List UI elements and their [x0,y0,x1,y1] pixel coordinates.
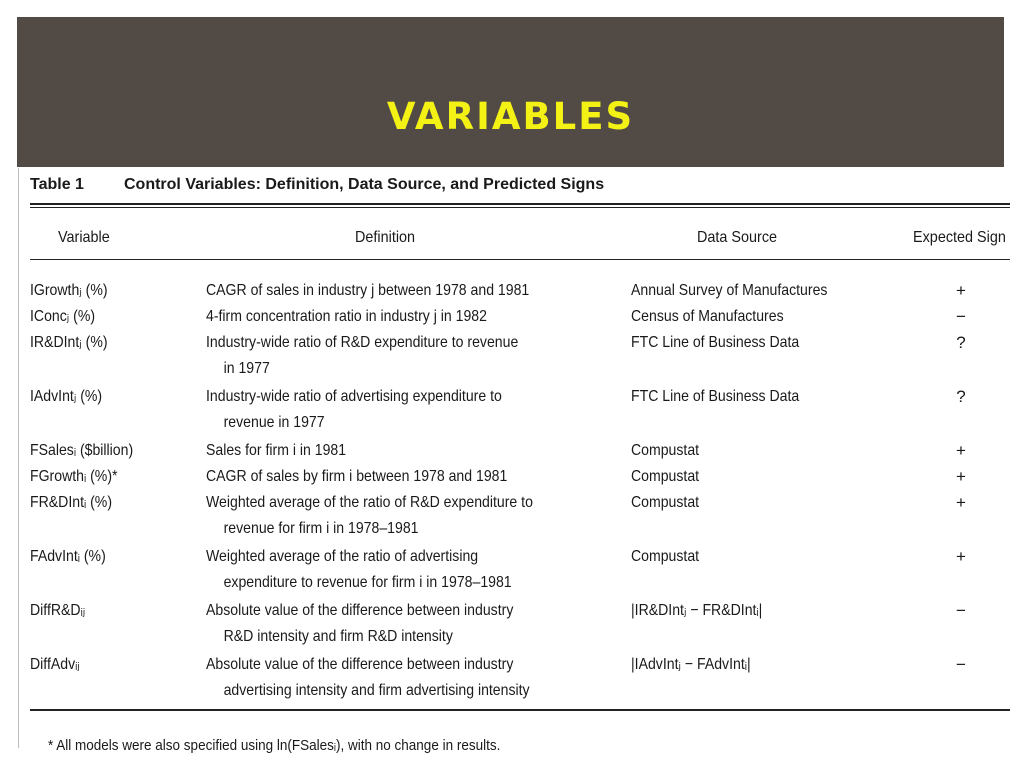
title-bar [17,17,1004,167]
top-rule-thin [30,207,1010,208]
table-label: Table 1 [30,176,84,193]
cell-sign: + [956,547,966,566]
slide-title: VARIABLES [386,95,635,138]
cell-variable: FR&DIntᵢ (%) [30,494,113,511]
definition-line-1: Weighted average of the ratio of advertising [206,548,479,565]
definition-line-1: Absolute value of the difference between industry [206,656,514,673]
header-variable: Variable [58,229,110,246]
cell-definition [206,304,487,330]
definition-line-1: Absolute value of the difference between industry [206,602,514,619]
definition-line-1: Sales for firm i in 1981 [206,442,347,459]
cell-sign: − [956,601,966,620]
cell-sign: + [956,441,966,460]
left-border [18,168,19,748]
cell-source: Compustat [631,468,700,485]
definition-line-1: CAGR of sales by firm i between 1978 and 1981 [206,468,508,485]
cell-definition [206,652,530,704]
header-definition: Definition [355,229,416,246]
cell-variable: IR&DIntⱼ (%) [30,334,108,351]
cell-definition [206,278,529,304]
definition-line-2: revenue in 1977 [223,414,325,431]
cell-source: FTC Line of Business Data [631,388,800,405]
top-rule [30,203,1010,205]
cell-variable: IGrowthⱼ (%) [30,282,108,299]
cell-definition [206,438,346,464]
footnote: * All models were also specified using ln(FSalesᵢ), with no change in results. [48,737,501,754]
bottom-rule [30,709,1010,711]
cell-sign: − [956,655,966,674]
definition-line-1: CAGR of sales in industry j between 1978 and 1981 [206,282,530,299]
cell-variable: IAdvIntⱼ (%) [30,388,103,405]
cell-source: |IAdvIntⱼ − FAdvIntᵢ| [631,656,751,673]
cell-source: |IR&DIntⱼ − FR&DIntᵢ| [631,602,763,619]
definition-line-2: advertising intensity and firm advertising intensity [223,682,530,699]
definition-line-2: expenditure to revenue for firm i in 1978–1981 [223,574,512,591]
cell-variable: FSalesᵢ ($billion) [30,442,134,459]
cell-source: Compustat [631,494,700,511]
cell-sign: ? [956,387,966,406]
definition-line-1: Weighted average of the ratio of R&D expenditure to [206,494,533,511]
cell-source: Census of Manufactures [631,308,784,325]
definition-line-1: Industry-wide ratio of advertising expenditure to [206,388,502,405]
cell-sign: − [956,307,966,326]
cell-variable: DiffR&Dᵢⱼ [30,602,86,619]
header-sign: Expected Sign [913,229,1006,246]
header-rule [30,259,1010,260]
cell-definition [206,384,502,436]
definition-line-1: 4-firm concentration ratio in industry j in 1982 [206,308,487,325]
cell-source: Compustat [631,548,700,565]
cell-sign: ? [956,333,966,352]
cell-definition [206,490,533,542]
cell-variable: FGrowthᵢ (%)* [30,468,118,485]
cell-definition [206,330,518,382]
cell-sign: + [956,493,966,512]
cell-definition [206,598,513,650]
cell-definition [206,464,507,490]
cell-sign: + [956,467,966,486]
cell-source: Annual Survey of Manufactures [631,282,828,299]
cell-variable: FAdvIntᵢ (%) [30,548,106,565]
cell-variable: DiffAdvᵢⱼ [30,656,80,673]
definition-line-1: Industry-wide ratio of R&D expenditure to revenue [206,334,519,351]
cell-variable: IConcⱼ (%) [30,308,96,325]
cell-source: Compustat [631,442,700,459]
cell-sign: + [956,281,966,300]
table-caption: Control Variables: Definition, Data Source, and Predicted Signs [124,176,605,193]
cell-definition [206,544,512,596]
cell-source: FTC Line of Business Data [631,334,800,351]
header-source: Data Source [697,229,778,246]
definition-line-2: in 1977 [223,360,270,377]
definition-line-2: revenue for firm i in 1978–1981 [223,520,419,537]
definition-line-2: R&D intensity and firm R&D intensity [223,628,453,645]
